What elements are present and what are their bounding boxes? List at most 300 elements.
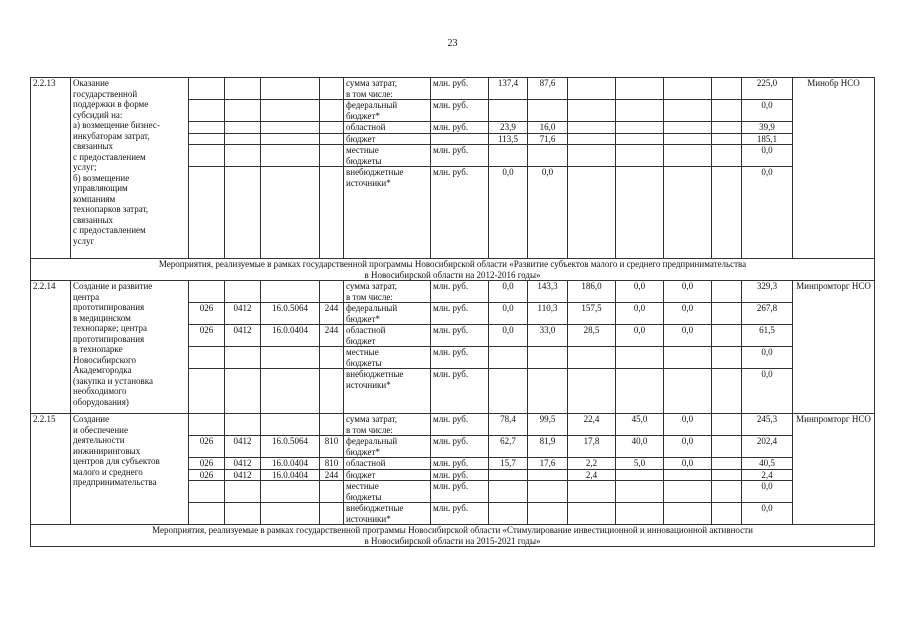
- year-value: [528, 503, 568, 525]
- year-value: [712, 78, 742, 100]
- funding-source-line: местные: [346, 145, 379, 155]
- expense-type-code: [320, 503, 344, 525]
- total-value: 0,0: [742, 481, 793, 503]
- measure-description-line: оборудования): [73, 396, 129, 407]
- funding-source: [344, 78, 431, 100]
- funding-source-line: бюджет: [346, 469, 376, 480]
- year-value: 2,2: [568, 458, 616, 470]
- total-value: 0,0: [742, 145, 793, 167]
- total-value: 0,0: [742, 369, 793, 414]
- year-value: [616, 469, 664, 481]
- funding-source: [344, 458, 431, 470]
- year-value: 113,5: [489, 133, 528, 145]
- measure-description: [71, 78, 189, 259]
- year-value: 186,0: [568, 281, 616, 303]
- gr-code: [189, 167, 225, 259]
- unit: млн. руб.: [431, 122, 489, 134]
- measure-description-line: субсидий на:: [73, 109, 123, 120]
- target-article-code: 16.0.5064: [261, 303, 320, 325]
- year-value: 0,0: [616, 281, 664, 303]
- expense-type-code: 810: [320, 458, 344, 470]
- total-value: 225,0: [742, 78, 793, 100]
- target-article-code: [261, 122, 320, 134]
- expense-type-code: [320, 347, 344, 369]
- year-value: [528, 347, 568, 369]
- gr-code: 026: [189, 303, 225, 325]
- funding-source-line: бюджет: [346, 133, 376, 144]
- target-article-code: [261, 369, 320, 414]
- measure-description-line: (закупка и установка: [73, 375, 153, 386]
- funding-source-line: источники*: [346, 513, 391, 524]
- year-value: 0,0: [489, 325, 528, 347]
- measure-description-line: в медицинском: [73, 312, 131, 323]
- expense-type-code: [320, 78, 344, 100]
- gr-code: [189, 414, 225, 436]
- expense-type-code: [320, 100, 344, 122]
- total-value: 185,1: [742, 133, 793, 145]
- year-value: 17,8: [568, 436, 616, 458]
- funding-source: [344, 469, 431, 481]
- funding-source: [344, 133, 431, 145]
- year-value: 0,0: [664, 325, 712, 347]
- section-code: 0412: [225, 325, 261, 347]
- funding-source: [344, 281, 431, 303]
- unit: млн. руб.: [431, 167, 489, 259]
- funding-source: [344, 303, 431, 325]
- funding-source-line: бюджеты: [346, 357, 382, 368]
- measure-description-line: компаниям: [73, 193, 116, 204]
- year-value: [712, 469, 742, 481]
- year-value: [616, 100, 664, 122]
- year-value: [664, 503, 712, 525]
- year-value: [664, 100, 712, 122]
- expense-type-code: [320, 281, 344, 303]
- target-article-code: [261, 145, 320, 167]
- measure-description-line: предпринимательства: [73, 477, 157, 487]
- year-value: [664, 78, 712, 100]
- section-code: 0412: [225, 458, 261, 470]
- funding-source-line: в том числе:: [346, 88, 393, 99]
- year-value: [712, 145, 742, 167]
- year-value: 62,7: [489, 436, 528, 458]
- funding-source-line: федеральный: [346, 100, 398, 110]
- total-value: 267,8: [742, 303, 793, 325]
- year-value: [712, 436, 742, 458]
- measure-description-line: инкубаторам затрат,: [73, 130, 150, 141]
- funding-source: [344, 436, 431, 458]
- unit: млн. руб.: [431, 436, 489, 458]
- section-code: [225, 481, 261, 503]
- year-value: [712, 122, 742, 134]
- year-value: [616, 347, 664, 369]
- year-value: 0,0: [616, 325, 664, 347]
- funding-source: [344, 503, 431, 525]
- year-value: 110,3: [528, 303, 568, 325]
- measure-description-line: государственной: [73, 88, 138, 99]
- total-value: 40,5: [742, 458, 793, 470]
- year-value: 0,0: [489, 303, 528, 325]
- gr-code: 026: [189, 458, 225, 470]
- gr-code: [189, 503, 225, 525]
- unit: [431, 133, 489, 145]
- funding-source: [344, 145, 431, 167]
- target-article-code: 16.0.0404: [261, 325, 320, 347]
- year-value: [528, 145, 568, 167]
- measure-description-line: в технопарке: [73, 344, 123, 354]
- total-value: 0,0: [742, 167, 793, 259]
- executor: Минпромторг НСО: [793, 281, 875, 414]
- unit: млн. руб.: [431, 303, 489, 325]
- target-article-code: [261, 167, 320, 259]
- target-article-code: 16.0.0404: [261, 458, 320, 470]
- funding-source: [344, 414, 431, 436]
- section-code: [225, 167, 261, 259]
- page-number: 23: [447, 38, 458, 49]
- total-value: 2,4: [742, 469, 793, 481]
- target-article-code: [261, 78, 320, 100]
- gr-code: [189, 481, 225, 503]
- section-code: 0412: [225, 469, 261, 481]
- year-value: 5,0: [616, 458, 664, 470]
- gr-code: [189, 145, 225, 167]
- year-value: 45,0: [616, 414, 664, 436]
- funding-source-line: бюджеты: [346, 491, 382, 502]
- year-value: 71,6: [528, 133, 568, 145]
- year-value: 17,6: [528, 458, 568, 470]
- unit: млн. руб.: [431, 414, 489, 436]
- funding-source-line: сумма затрат,: [346, 414, 397, 424]
- year-value: [664, 122, 712, 134]
- section-code: [225, 78, 261, 100]
- year-value: [568, 133, 616, 145]
- funding-source-line: в том числе:: [346, 291, 393, 302]
- year-value: 0,0: [664, 458, 712, 470]
- unit: млн. руб.: [431, 469, 489, 481]
- year-value: [568, 78, 616, 100]
- measure-row: [31, 281, 875, 303]
- year-value: [712, 503, 742, 525]
- funding-source-line: внебюджетные: [346, 167, 404, 177]
- funding-source-line: источники*: [346, 379, 391, 390]
- year-value: 87,6: [528, 78, 568, 100]
- year-value: [616, 369, 664, 414]
- gr-code: [189, 78, 225, 100]
- year-value: [616, 78, 664, 100]
- measure-description: [71, 281, 189, 414]
- year-value: [616, 133, 664, 145]
- year-value: 2,4: [568, 469, 616, 481]
- gr-code: [189, 133, 225, 145]
- measure-number: 2.2.15: [31, 414, 71, 525]
- year-value: [568, 122, 616, 134]
- funding-source-line: бюджет*: [346, 110, 380, 121]
- expense-type-code: [320, 481, 344, 503]
- year-value: [616, 167, 664, 259]
- funding-source-line: сумма затрат,: [346, 281, 397, 291]
- program-banner-line: Мероприятия, реализуемые в рамках государственной программы Новосибирской области «Стимулирование инвестиционной и инновационной активности: [152, 525, 753, 535]
- year-value: 0,0: [664, 436, 712, 458]
- year-value: 0,0: [664, 414, 712, 436]
- year-value: [712, 481, 742, 503]
- target-article-code: [261, 133, 320, 145]
- expense-type-code: 244: [320, 303, 344, 325]
- year-value: [712, 100, 742, 122]
- year-value: [664, 369, 712, 414]
- year-value: 0,0: [664, 281, 712, 303]
- funding-source-line: федеральный: [346, 303, 398, 313]
- expense-type-code: 244: [320, 325, 344, 347]
- year-value: [664, 167, 712, 259]
- year-value: [568, 100, 616, 122]
- measure-description-line: технопарке; центра: [73, 323, 147, 333]
- program-banner: [31, 525, 875, 547]
- unit: млн. руб.: [431, 458, 489, 470]
- year-value: [568, 481, 616, 503]
- measure-description-line: Создание: [73, 414, 110, 424]
- funding-source: [344, 369, 431, 414]
- year-value: [568, 369, 616, 414]
- year-value: [712, 281, 742, 303]
- measure-description-line: инжиниринговых: [73, 445, 141, 456]
- budget-table: [30, 77, 875, 547]
- measure-description-line: малого и среднего: [73, 466, 143, 477]
- funding-source-line: федеральный: [346, 436, 398, 446]
- measure-description-line: с предоставлением: [73, 151, 146, 162]
- year-value: 157,5: [568, 303, 616, 325]
- total-value: 0,0: [742, 100, 793, 122]
- measure-number: 2.2.13: [31, 78, 71, 259]
- funding-source: [344, 100, 431, 122]
- gr-code: 026: [189, 469, 225, 481]
- funding-source-line: местные: [346, 347, 379, 357]
- year-value: [712, 458, 742, 470]
- year-value: 99,5: [528, 414, 568, 436]
- target-article-code: [261, 414, 320, 436]
- funding-source-line: источники*: [346, 177, 391, 188]
- unit: млн. руб.: [431, 78, 489, 100]
- total-value: 39,9: [742, 122, 793, 134]
- funding-source-line: бюджет*: [346, 313, 380, 324]
- measure-description-line: необходимого: [73, 386, 127, 396]
- measure-description-line: центра: [73, 291, 100, 302]
- year-value: [664, 133, 712, 145]
- section-code: [225, 369, 261, 414]
- unit: млн. руб.: [431, 100, 489, 122]
- funding-source: [344, 167, 431, 259]
- target-article-code: 16.0.0404: [261, 469, 320, 481]
- gr-code: [189, 347, 225, 369]
- funding-source: [344, 481, 431, 503]
- year-value: 81,9: [528, 436, 568, 458]
- program-banner-row: [31, 525, 875, 547]
- year-value: [489, 145, 528, 167]
- total-value: 61,5: [742, 325, 793, 347]
- total-value: 202,4: [742, 436, 793, 458]
- section-code: 0412: [225, 303, 261, 325]
- expense-type-code: 244: [320, 469, 344, 481]
- year-value: [489, 469, 528, 481]
- year-value: [616, 481, 664, 503]
- section-code: [225, 347, 261, 369]
- funding-source-line: внебюджетные: [346, 503, 404, 513]
- year-value: [568, 145, 616, 167]
- section-code: [225, 122, 261, 134]
- total-value: 245,3: [742, 414, 793, 436]
- year-value: [712, 347, 742, 369]
- section-code: [225, 281, 261, 303]
- target-article-code: [261, 100, 320, 122]
- target-article-code: [261, 503, 320, 525]
- funding-source: [344, 122, 431, 134]
- expense-type-code: [320, 122, 344, 134]
- year-value: [664, 469, 712, 481]
- unit: млн. руб.: [431, 503, 489, 525]
- executor: Минпромторг НСО: [793, 414, 875, 525]
- year-value: [664, 145, 712, 167]
- gr-code: [189, 369, 225, 414]
- year-value: [664, 481, 712, 503]
- expense-type-code: [320, 167, 344, 259]
- expense-type-code: [320, 414, 344, 436]
- year-value: [568, 503, 616, 525]
- measure-description-line: услуг: [73, 235, 95, 246]
- program-banner-row: [31, 259, 875, 281]
- section-code: [225, 100, 261, 122]
- year-value: 0,0: [664, 303, 712, 325]
- gr-code: 026: [189, 325, 225, 347]
- target-article-code: [261, 281, 320, 303]
- section-code: [225, 414, 261, 436]
- year-value: [712, 325, 742, 347]
- year-value: [528, 100, 568, 122]
- target-article-code: [261, 347, 320, 369]
- unit: млн. руб.: [431, 369, 489, 414]
- measure-description-line: Оказание: [73, 78, 109, 88]
- year-value: [568, 167, 616, 259]
- program-banner-line: Мероприятия, реализуемые в рамках государственной программы Новосибирской области «Развитие субъектов малого и среднего предпринимательства: [158, 259, 747, 269]
- program-banner-line: в Новосибирской области на 2015-2021 годы»: [364, 535, 541, 546]
- funding-source: [344, 325, 431, 347]
- year-value: 143,3: [528, 281, 568, 303]
- measure-description-line: прототипирования: [73, 333, 145, 344]
- year-value: [489, 100, 528, 122]
- funding-source: [344, 347, 431, 369]
- year-value: 137,4: [489, 78, 528, 100]
- year-value: 28,5: [568, 325, 616, 347]
- year-value: [712, 167, 742, 259]
- year-value: 33,0: [528, 325, 568, 347]
- year-value: [489, 481, 528, 503]
- year-value: 0,0: [489, 281, 528, 303]
- program-banner: [31, 259, 875, 281]
- measure-description-line: связанных: [73, 214, 113, 225]
- year-value: 0,0: [489, 167, 528, 259]
- year-value: 15,7: [489, 458, 528, 470]
- gr-code: [189, 281, 225, 303]
- measure-description-line: Новосибирского: [73, 354, 136, 365]
- unit: млн. руб.: [431, 325, 489, 347]
- year-value: [528, 481, 568, 503]
- funding-source-line: внебюджетные: [346, 369, 404, 379]
- measure-description-line: управляющим: [73, 183, 128, 193]
- year-value: [489, 503, 528, 525]
- program-banner-line: в Новосибирской области на 2012-2016 годы»: [364, 269, 541, 280]
- executor: Минобр НСО: [793, 78, 875, 259]
- gr-code: 026: [189, 436, 225, 458]
- funding-source-line: бюджет: [346, 335, 376, 346]
- year-value: [489, 347, 528, 369]
- measure-number: 2.2.14: [31, 281, 71, 414]
- funding-source-line: областной: [346, 325, 386, 335]
- expense-type-code: [320, 145, 344, 167]
- year-value: 16,0: [528, 122, 568, 134]
- measure-description-line: а) возмещение бизнес-: [73, 120, 160, 130]
- funding-source-line: областной: [346, 458, 386, 468]
- year-value: 78,4: [489, 414, 528, 436]
- funding-source-line: сумма затрат,: [346, 78, 397, 88]
- year-value: [712, 414, 742, 436]
- funding-source-line: бюджет*: [346, 446, 380, 457]
- section-code: [225, 133, 261, 145]
- year-value: 0,0: [528, 167, 568, 259]
- measure-description-line: и обеспечение: [73, 424, 128, 435]
- year-value: 40,0: [616, 436, 664, 458]
- measure-description-line: услуг;: [73, 162, 97, 172]
- funding-source-line: областной: [346, 122, 386, 132]
- unit: млн. руб.: [431, 481, 489, 503]
- target-article-code: 16.0.5064: [261, 436, 320, 458]
- expense-type-code: 810: [320, 436, 344, 458]
- measure-description-line: Академгородка: [73, 365, 132, 375]
- funding-source-line: бюджеты: [346, 155, 382, 166]
- section-code: [225, 145, 261, 167]
- measure-description-line: связанных: [73, 141, 113, 151]
- measure-row: [31, 78, 875, 100]
- year-value: [489, 369, 528, 414]
- unit: млн. руб.: [431, 347, 489, 369]
- year-value: [528, 369, 568, 414]
- measure-description-line: прототипирования: [73, 302, 145, 312]
- unit: млн. руб.: [431, 145, 489, 167]
- measure-description-line: технопарков затрат,: [73, 204, 148, 214]
- year-value: 23,9: [489, 122, 528, 134]
- measure-row: [31, 414, 875, 436]
- year-value: [712, 133, 742, 145]
- year-value: [712, 303, 742, 325]
- year-value: [616, 122, 664, 134]
- year-value: [664, 347, 712, 369]
- gr-code: [189, 100, 225, 122]
- target-article-code: [261, 481, 320, 503]
- gr-code: [189, 122, 225, 134]
- total-value: 329,3: [742, 281, 793, 303]
- funding-source-line: местные: [346, 481, 379, 491]
- section-code: 0412: [225, 436, 261, 458]
- measure-description-line: с предоставлением: [73, 225, 146, 235]
- measure-description-line: поддержки в форме: [73, 99, 149, 109]
- total-value: 0,0: [742, 347, 793, 369]
- unit: млн. руб.: [431, 281, 489, 303]
- measure-description-line: центров для субъектов: [73, 456, 160, 466]
- measure-description-line: деятельности: [73, 435, 125, 445]
- year-value: [712, 369, 742, 414]
- year-value: [616, 503, 664, 525]
- year-value: [616, 145, 664, 167]
- funding-source-line: в том числе:: [346, 424, 393, 435]
- expense-type-code: [320, 369, 344, 414]
- year-value: 22,4: [568, 414, 616, 436]
- measure-description: [71, 414, 189, 525]
